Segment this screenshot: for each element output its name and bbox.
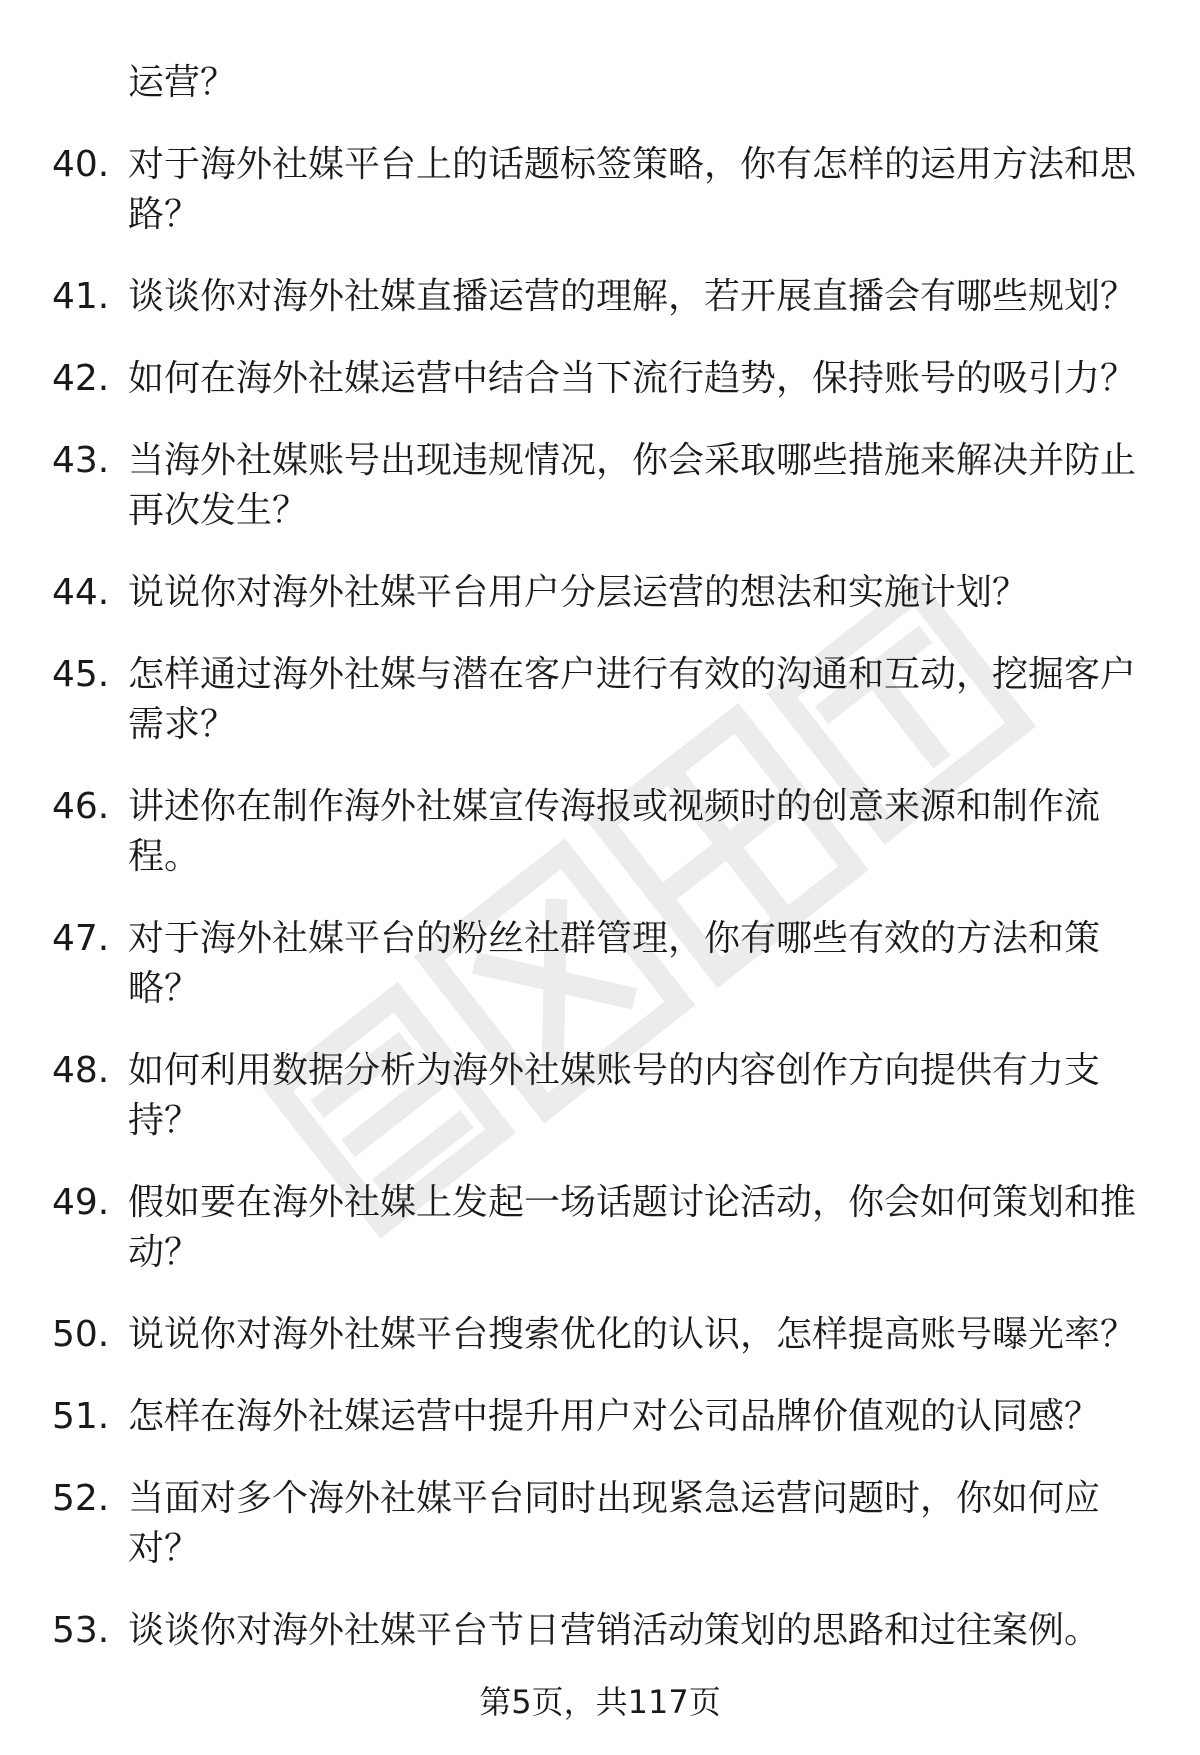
question-item <box>52 58 1162 108</box>
question-number: 47. <box>52 918 110 959</box>
question-text: 如何利用数据分析为海外社媒账号的内容创作方向提供有力支持？ <box>128 1050 1101 1141</box>
question-number: 51. <box>52 1396 110 1437</box>
question-number: 44. <box>52 572 110 613</box>
question-item <box>52 1392 1162 1442</box>
question-text: 谈谈你对海外社媒直播运营的理解，若开展直播会有哪些规划？ <box>128 276 1137 317</box>
question-number: 45. <box>52 654 110 695</box>
question-text: 如何在海外社媒运营中结合当下流行趋势，保持账号的吸引力？ <box>128 358 1137 399</box>
question-item <box>52 1178 1162 1278</box>
question-number: 42. <box>52 358 110 399</box>
question-number: 50. <box>52 1314 110 1355</box>
question-text: 说说你对海外社媒平台用户分层运营的想法和实施计划？ <box>128 572 1029 613</box>
question-text: 假如要在海外社媒上发起一场话题讨论活动，你会如何策划和推动？ <box>128 1182 1137 1273</box>
question-item <box>52 782 1162 882</box>
question-item <box>52 272 1162 322</box>
question-item <box>52 436 1162 536</box>
question-number: 46. <box>52 786 110 827</box>
question-item <box>52 650 1162 750</box>
question-text: 说说你对海外社媒平台搜索优化的认识，怎样提高账号曝光率？ <box>128 1314 1137 1355</box>
question-item <box>52 140 1162 240</box>
question-text: 谈谈你对海外社媒平台节日营销活动策划的思路和过往案例。 <box>128 1610 1101 1651</box>
question-number: 52. <box>52 1478 110 1519</box>
question-text: 讲述你在制作海外社媒宣传海报或视频时的创意来源和制作流程。 <box>128 786 1101 877</box>
question-number: 49. <box>52 1182 110 1223</box>
question-number: 43. <box>52 440 110 481</box>
question-list <box>52 58 1162 1688</box>
question-number: 53. <box>52 1610 110 1651</box>
question-text: 运营？ <box>128 62 237 103</box>
question-text: 对于海外社媒平台的粉丝社群管理，你有哪些有效的方法和策略？ <box>128 918 1101 1009</box>
question-item <box>52 1606 1162 1656</box>
question-text: 当面对多个海外社媒平台同时出现紧急运营问题时，你如何应对？ <box>128 1478 1101 1569</box>
question-text: 怎样在海外社媒运营中提升用户对公司品牌价值观的认同感？ <box>128 1396 1101 1437</box>
question-item <box>52 1474 1162 1574</box>
question-item <box>52 568 1162 618</box>
question-item <box>52 1046 1162 1146</box>
question-item <box>52 914 1162 1014</box>
question-item <box>52 354 1162 404</box>
question-item <box>52 1310 1162 1360</box>
question-text: 当海外社媒账号出现违规情况，你会采取哪些措施来解决并防止再次发生？ <box>128 440 1137 531</box>
page-number: 第5页，共117页 <box>479 1683 721 1721</box>
question-text: 怎样通过海外社媒与潜在客户进行有效的沟通和互动，挖掘客户需求？ <box>128 654 1137 745</box>
question-text: 对于海外社媒平台上的话题标签策略，你有怎样的运用方法和思路？ <box>128 144 1137 235</box>
question-number: 48. <box>52 1050 110 1091</box>
question-number: 40. <box>52 144 110 185</box>
question-number: 41. <box>52 276 110 317</box>
